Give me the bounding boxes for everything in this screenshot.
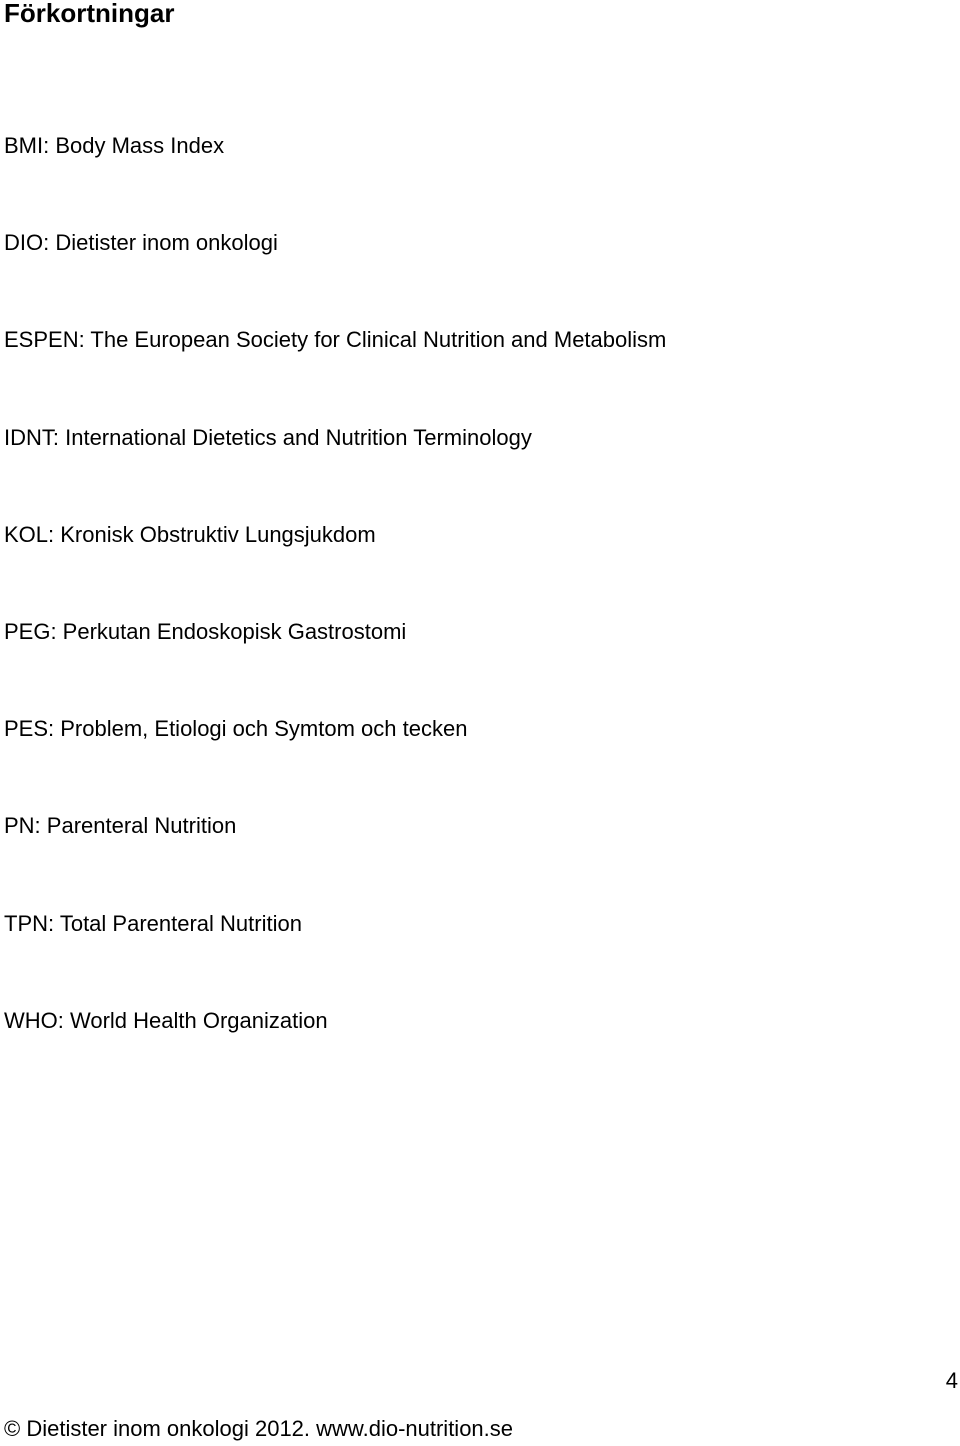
page-number: 4 (945, 1368, 958, 1393)
abbreviation-list (4, 132, 666, 1104)
abbreviation-item: ESPEN: The European Society for Clinical Nutrition and Metabolism (4, 327, 667, 353)
abbreviation-item: PN: Parenteral Nutrition (4, 813, 237, 839)
abbreviation-item: PEG: Perkutan Endoskopisk Gastrostomi (4, 618, 407, 644)
abbreviation-item: IDNT: International Dietetics and Nutrition Terminology (4, 424, 532, 450)
abbreviation-item: KOL: Kronisk Obstruktiv Lungsjukdom (4, 521, 376, 547)
abbreviation-item: DIO: Dietister inom onkologi (4, 230, 278, 256)
abbreviation-item: PES: Problem, Etiologi och Symtom och tecken (4, 716, 468, 742)
abbreviation-item: BMI: Body Mass Index (4, 133, 225, 158)
page-title: Förkortningar (4, 0, 175, 28)
abbreviation-item: TPN: Total Parenteral Nutrition (4, 910, 302, 936)
footer-copyright: © Dietister inom onkologi 2012. www.dio-nutrition.se (4, 1416, 514, 1441)
abbreviation-item: WHO: World Health Organization (4, 1007, 328, 1033)
